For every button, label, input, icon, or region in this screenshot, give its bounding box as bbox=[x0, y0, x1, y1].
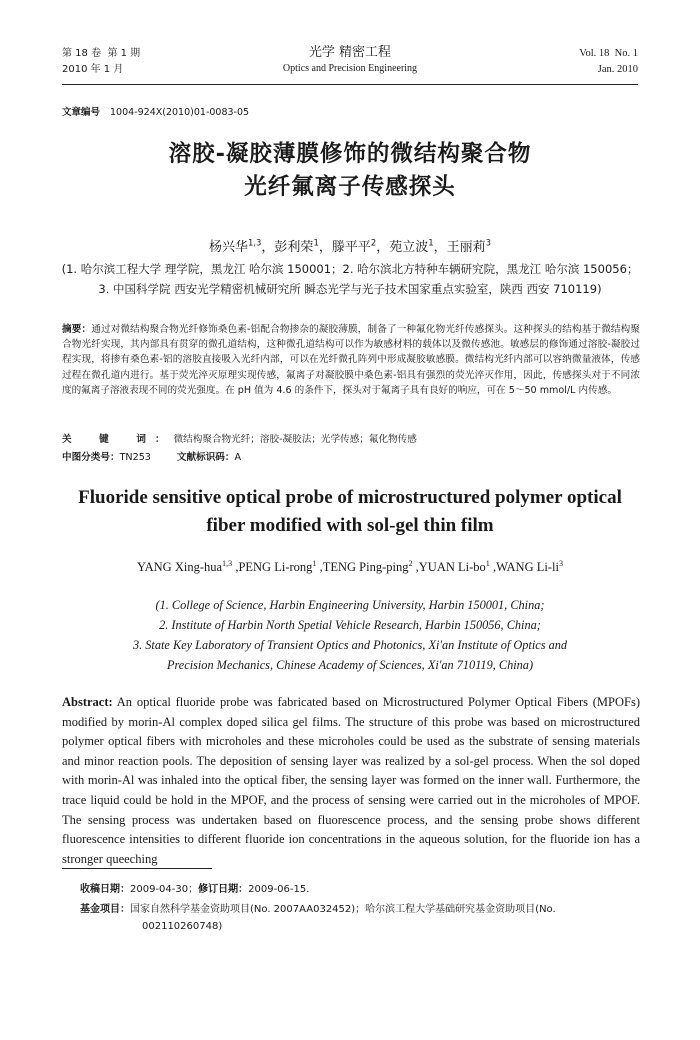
received-label: 收稿日期： bbox=[80, 884, 130, 895]
issue-en: No. 1 bbox=[614, 48, 638, 59]
received-value: 2009-04-30； bbox=[130, 884, 199, 895]
keywords-zh bbox=[62, 431, 640, 445]
author-zh-affiliation-mark: 1 bbox=[428, 237, 434, 248]
author-en-separator: , bbox=[412, 560, 419, 574]
fund-text-line1: 国家自然科学基金资助项目(No. 2007AA032452)；哈尔滨工程大学基础研究基金资助项目(No. bbox=[130, 904, 556, 915]
article-number-label: 文章编号 bbox=[62, 107, 101, 118]
abstract-zh-label: 摘要： bbox=[62, 324, 92, 335]
keywords-zh-label: 关 键 词： bbox=[62, 434, 174, 445]
revised-value: 2009-06-15. bbox=[248, 884, 310, 895]
author-en-affiliation-mark: 3 bbox=[558, 558, 564, 568]
author-zh-separator: ， bbox=[318, 240, 332, 255]
author-en-separator: , bbox=[232, 560, 239, 574]
clc-value: TN253 bbox=[119, 452, 151, 463]
author-zh-name: 苑立波 bbox=[389, 240, 429, 255]
abstract-en-text: An optical fluoride probe was fabricated based on Microstructured Polymer Optical Fibers (MPOFs) modified by morin-Al complex doped silica gel films. The structure of this probe was based on microstructured polymer optical fibers with microholes and these microholes could be used as the substrate of sensing materials and minor reaction pools. The deposition of sensing layer was realized by a sol-gel process. When the sol doped with morin-Al was inhaled into the optical fiber, the sensing layer was formed on the inner wall. Furthermore, the trace liquid could be hold in the MPOF, and the process of sensing were carried out in the microholes of MPOF. The sensing process was undertaken based on fluorescence process, and the sensing probe shows different fluorescence intensities to different fluoride ion concentrations in the aqueous solution, for the fluoride ion has a stronger queeching bbox=[62, 695, 640, 866]
author-zh-name: 彭利荣 bbox=[274, 240, 314, 255]
author-en-name: WANG Li-li bbox=[496, 560, 559, 574]
issue-zh: 第 1 期 bbox=[107, 48, 141, 59]
keywords-zh-text: 微结构聚合物光纤；溶胶-凝胶法；光学传感；氟化物传感 bbox=[173, 434, 417, 445]
doc-code-label: 文献标识码： bbox=[176, 452, 235, 463]
abstract-zh bbox=[62, 322, 640, 398]
author-en-name: PENG Li-rong bbox=[238, 560, 313, 574]
article-number-value: 1004-924X(2010)01-0083-05 bbox=[110, 107, 250, 118]
affiliations-zh bbox=[30, 259, 670, 299]
journal-name-zh: 光学 精密工程 bbox=[308, 45, 392, 60]
affiliation-en-line4: Precision Mechanics, Chinese Academy of Sciences, Xi'an 710119, China) bbox=[166, 658, 534, 672]
title-en bbox=[40, 484, 660, 540]
author-zh-name: 杨兴华 bbox=[208, 240, 248, 255]
affiliation-zh-line2: 3. 中国科学院 西安光学精密机械研究所 瞬态光学与光子技术国家重点实验室，陕西 西安 710119) bbox=[98, 282, 602, 296]
affiliation-en-line2: 2. Institute of Harbin North Spetial Vehicle Research, Harbin 150056, China; bbox=[159, 618, 541, 632]
author-zh-affiliation-mark: 1,3 bbox=[247, 237, 262, 248]
author-en-affiliation-mark: 1,3 bbox=[222, 558, 233, 568]
author-en-name: TENG Ping-ping bbox=[322, 560, 409, 574]
title-zh bbox=[40, 138, 660, 204]
clc-label: 中图分类号： bbox=[62, 452, 120, 463]
author-en-affiliation-mark: 1 bbox=[312, 558, 317, 568]
doc-code-value: A bbox=[234, 452, 242, 463]
affiliation-en-line3: 3. State Key Laboratory of Transient Optics and Photonics, Xi'an Institute of Optics and bbox=[132, 638, 568, 652]
abstract-en bbox=[62, 693, 640, 869]
fund-label: 基金项目： bbox=[80, 904, 130, 915]
author-zh-name: 王丽莉 bbox=[446, 240, 486, 255]
footnote-dates bbox=[80, 881, 640, 898]
title-zh-line2: 光纤氟离子传感探头 bbox=[244, 174, 456, 200]
header-rule bbox=[62, 84, 638, 85]
header-volume-en bbox=[579, 46, 638, 78]
article-number bbox=[62, 104, 249, 118]
author-zh-affiliation-mark: 2 bbox=[370, 237, 377, 248]
affiliations-en bbox=[40, 595, 660, 675]
affiliation-en-line1: (1. College of Science, Harbin Engineering University, Harbin 150001, China; bbox=[155, 598, 545, 612]
author-en-name: YANG Xing-hua bbox=[136, 560, 223, 574]
running-header bbox=[62, 40, 638, 82]
author-en-separator: , bbox=[489, 560, 497, 574]
journal-name-en: Optics and Precision Engineering bbox=[282, 63, 418, 74]
header-journal bbox=[62, 44, 638, 76]
volume-zh: 第 18 卷 bbox=[62, 48, 102, 59]
volume-en: Vol. 18 bbox=[579, 48, 610, 59]
abstract-zh-text: 通过对微结构聚合物光纤修饰桑色素-铝配合物掺杂的凝胶薄膜，制备了一种氟化物光纤传感探头。这种探头的结构基于微结构聚合物光纤实现，其内部具有贯穿的微孔道结构，这种微孔道结构可以作为敏感材料的载体以及微传感池。敏感层的修饰通过溶胶-凝胶过程实现，将掺有桑色素-铝的溶胶直接吸入光纤内部，可以在光纤微孔阵列中形成凝胶敏感膜。微结构光纤内部可以容纳微量液体，传感过程在微孔道内进行。基于荧光淬灭原理实现传感，氟离子对凝胶膜中桑色素-铝具有强烈的荧光淬灭作用，因此，传感探头对于不同浓度的氟离子溶液表现不同的荧光强度。在 pH 值为 4.6 的条件下，探头对于氟离子具有良好的响应，可在 5～50 mmol/L 内传感。 bbox=[62, 324, 640, 396]
footnote-rule bbox=[62, 868, 212, 869]
author-en-separator: , bbox=[316, 560, 323, 574]
classification bbox=[62, 449, 640, 463]
author-en-name: YUAN Li-bo bbox=[418, 560, 486, 574]
authors-zh bbox=[40, 236, 660, 255]
revised-label: 修订日期： bbox=[198, 884, 249, 895]
author-en-affiliation-mark: 2 bbox=[408, 558, 413, 568]
author-zh-separator: ， bbox=[261, 240, 275, 255]
author-zh-name: 滕平平 bbox=[331, 240, 371, 255]
fund-text-line2: 002110260748) bbox=[142, 921, 223, 932]
date-en: Jan. 2010 bbox=[597, 64, 638, 75]
affiliation-zh-line1: (1. 哈尔滨工程大学 理学院，黑龙江 哈尔滨 150001；2. 哈尔滨北方特种车辆研究院，黑龙江 哈尔滨 150056； bbox=[61, 262, 639, 276]
author-zh-separator: ， bbox=[376, 240, 390, 255]
author-en-affiliation-mark: 1 bbox=[485, 558, 490, 568]
footnote-funding bbox=[80, 901, 640, 935]
abstract-en-label: Abstract: bbox=[62, 695, 113, 709]
author-zh-affiliation-mark: 3 bbox=[485, 237, 492, 248]
date-zh: 2010 年 1 月 bbox=[62, 64, 124, 75]
title-zh-line1: 溶胶-凝胶薄膜修饰的微结构聚合物 bbox=[168, 141, 532, 167]
title-en-line1: Fluoride sensitive optical probe of microstructured polymer optical bbox=[78, 487, 622, 508]
title-en-line2: fiber modified with sol-gel thin film bbox=[206, 515, 494, 536]
author-zh-separator: ， bbox=[433, 240, 447, 255]
authors-en bbox=[40, 560, 660, 575]
author-zh-affiliation-mark: 1 bbox=[313, 237, 319, 248]
